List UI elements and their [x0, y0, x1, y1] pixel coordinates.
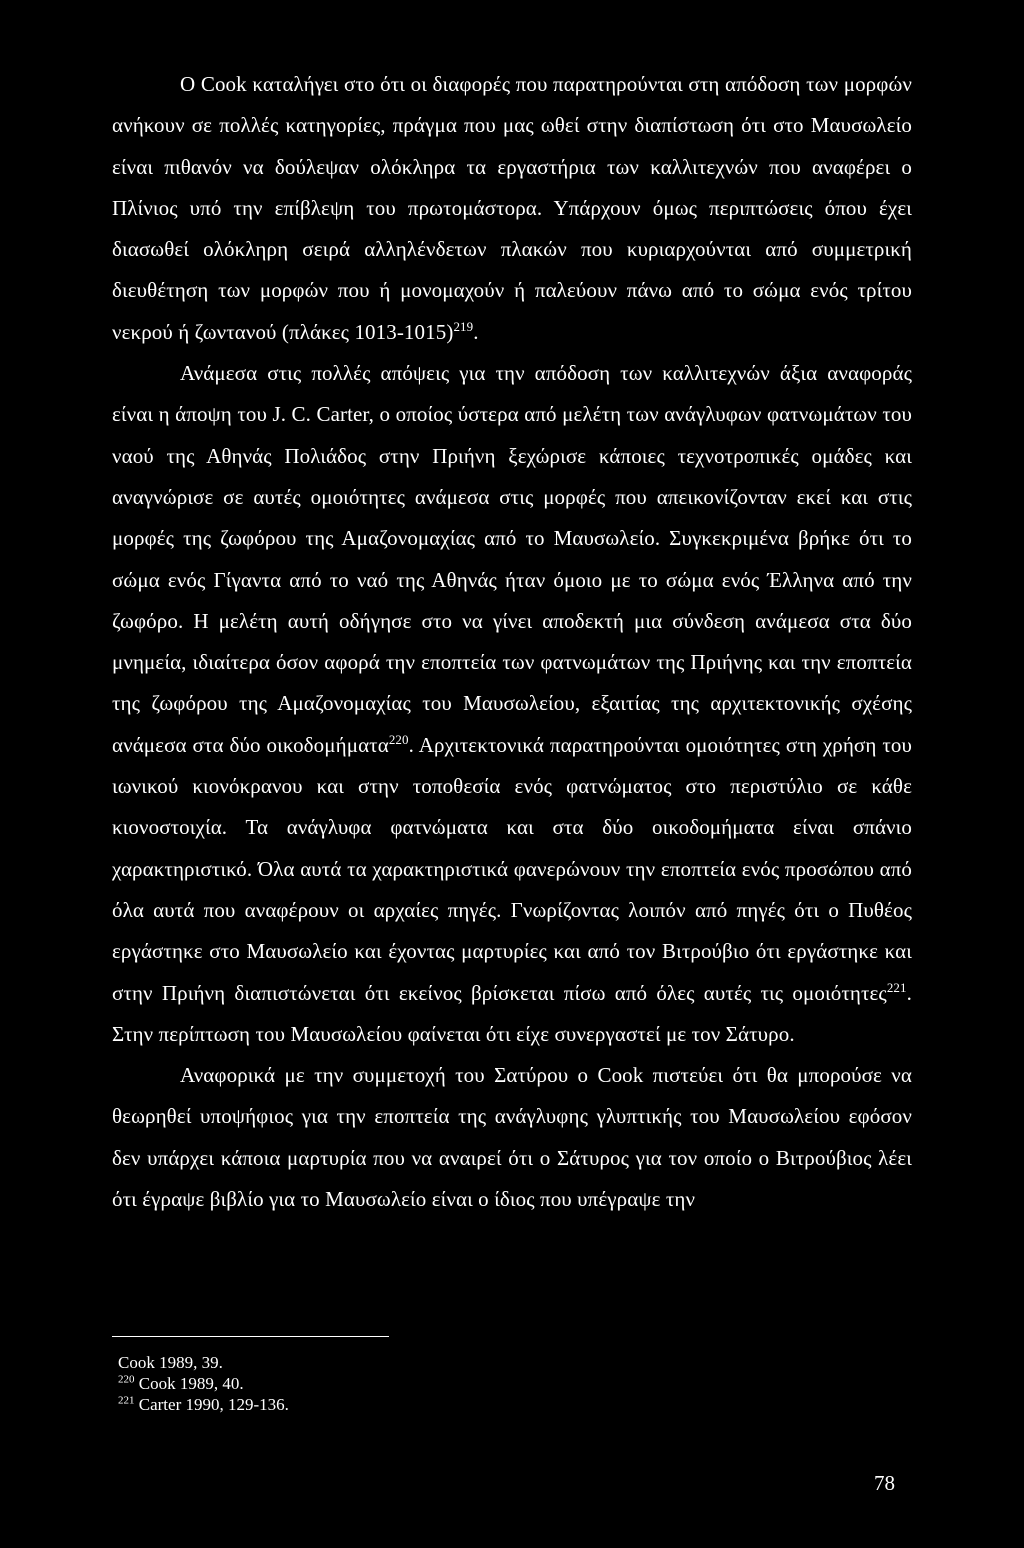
paragraph-2-text: Ανάμεσα στις πολλές απόψεις για την απόδοση των καλλιτεχνών άξια αναφοράς είναι η άποψη του J. C. Carter, ο οποίος ύστερα από μελέτη των ανάγλυφων φατνωμάτων του ναού της Αθηνάς Πολιάδος στην Πριήνη ξεχώρισε κάποιες τεχνοτροπικές ομάδες και αναγνώρισε σε αυτές ομοιότητες ανάμεσα στις μορφές που απεικονίζονταν εκεί και στις μορφές της ζωφόρου της Αμαζονομαχίας από το Μαυσωλείο. Συγκεκριμένα βρήκε ότι το σώμα ενός Γίγαντα από το ναό της Αθηνάς ήταν όμοιο με το σώμα ενός Έλληνα από την ζωφόρο. Η μελέτη αυτή οδήγησε στο να γίνει αποδεκτή μια σύνδεση ανάμεσα στα δύο μνημεία, ιδιαίτερα όσον αφορά την εποπτεία των φατνωμάτων της Πριήνης και την εποπτεία της ζωφόρου της Αμαζονομαχίας του Μαυσωλείου, εξαιτίας της αρχιτεκτονικής σχέσης ανάμεσα στα δύο οικοδομήματα: [112, 361, 912, 757]
paragraph-2: [112, 353, 912, 1055]
paragraph-2-tail: . Στην περίπτωση του Μαυσωλείου φαίνεται ότι είχε συνεργαστεί με τον Σάτυρο.: [112, 980, 912, 1046]
paragraph-1-text: Ο Cook καταλήγει στο ότι οι διαφορές που παρατηρούνται στη απόδοση των μορφών ανήκουν σε πολλές κατηγορίες, πράγμα που μας ωθεί στην διαπίστωση ότι στο Μαυσωλείο είναι πιθανόν να δούλεψαν ολόκληρα τα εργαστήρια των καλλιτεχνών που αναφέρει ο Πλίνιος υπό την επίβλεψη του πρωτομάστορα. Υπάρχουν όμως περιπτώσεις όπου έχει διασωθεί ολόκληρη σειρά αλληλένδετων πλακών που κυριαρχούνται από συμμετρική διευθέτηση των μορφών που ή μονομαχούν ή παλεύουν πάνω από το σώμα ενός τρίτου νεκρού ή ζωντανού (πλάκες 1013-1015): [112, 72, 912, 344]
footnote-ref-221: 221: [886, 979, 907, 995]
footnote-number: 220: [118, 1373, 135, 1386]
paragraph-2-middle: . Αρχιτεκτονικά παρατηρούνται ομοιότητες στη χρήση του ιωνικού κιονόκρανου και στην τοποθεσία ενός φατνώματος στο περιστύλιο σε κάθε κιονοστοιχία. Τα ανάγλυφα φατνώματα και στα δύο οικοδομήματα είναι σπάνιο χαρακτηριστικό. Όλα αυτά τα χαρακτηριστικά φανερώνουν την εποπτεία ενός προσώπου από όλα αυτά που αναφέρουν οι αρχαίες πηγές. Γνωρίζοντας λοιπόν από πηγές ότι ο Πυθέος εργάστηκε στο Μαυσωλείο και έχοντας μαρτυρίες και από τον Βιτρούβιο ότι εργάστηκε και στην Πριήνη διαπιστώνεται ότι εκείνος βρίσκεται πίσω από όλες αυτές τις ομοιότητες: [112, 732, 912, 1005]
footnote-separator: [112, 1336, 389, 1337]
footnote-text: Cook 1989, 39.: [118, 1353, 223, 1372]
paragraph-3: [112, 1055, 912, 1220]
footnote-ref-220: 220: [388, 731, 409, 747]
page-number: 78: [874, 1471, 895, 1495]
footnotes: [118, 1352, 618, 1415]
footnote-ref-219: 219: [453, 318, 474, 334]
footnote-text: Cook 1989, 40.: [134, 1374, 244, 1393]
footnote-220: [118, 1373, 618, 1394]
paragraph-1: [112, 64, 912, 353]
paragraph-3-text: Αναφορικά με την συμμετοχή του Σατύρου ο Cook πιστεύει ότι θα μπορούσε να θεωρηθεί υποψήφιος για την εποπτεία της ανάγλυφης γλυπτικής του Μαυσωλείου εφόσον δεν υπάρχει κάποια μαρτυρία που να αναιρεί ότι ο Σάτυρος για τον οποίο ο Βιτρούβιος λέει ότι έγραψε βιβλίο για το Μαυσωλείο είναι ο ίδιος που υπέγραψε την: [112, 1063, 912, 1212]
paragraph-1-tail: .: [473, 319, 479, 344]
footnote-221: [118, 1394, 618, 1415]
body-text: [112, 64, 912, 1220]
footnote-219: [118, 1352, 618, 1373]
footnote-text: Carter 1990, 129-136.: [134, 1395, 289, 1414]
footnote-number: 221: [118, 1394, 135, 1407]
